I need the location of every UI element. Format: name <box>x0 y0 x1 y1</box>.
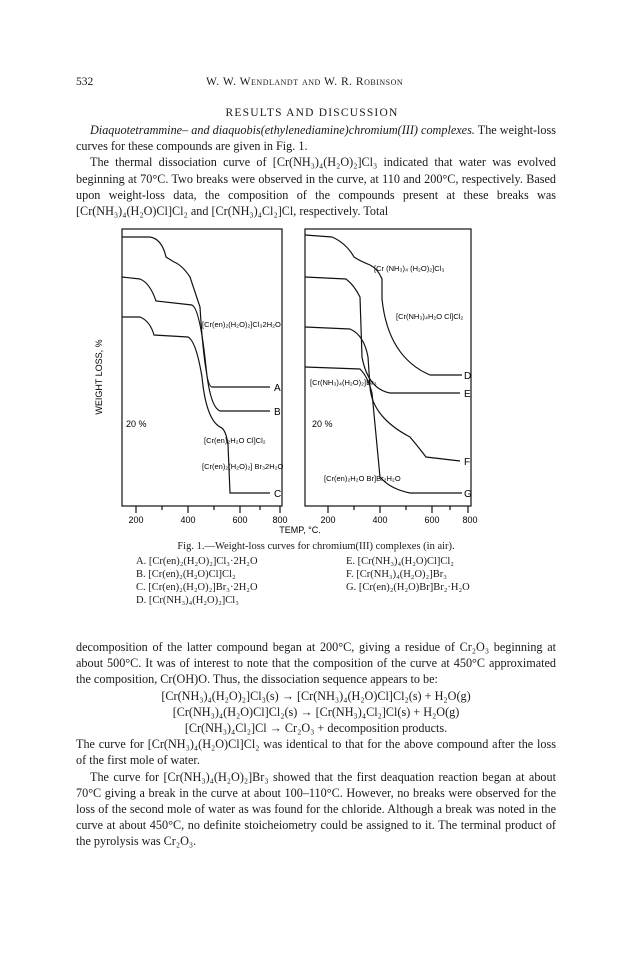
page-number: 532 <box>76 76 94 88</box>
subheading-rest: The weight-loss curves for these compounds are given in Fig. 1. <box>76 123 556 154</box>
caption-item <box>346 594 546 607</box>
label-c: C <box>274 489 282 500</box>
y-axis-label: WEIGHT LOSS, % <box>94 339 104 415</box>
intro-text <box>76 122 556 219</box>
curve-b <box>122 277 270 411</box>
label-d-compound-1: [Cr (NH₃)₄ (H₂O)₂]Cl₃ <box>374 264 445 273</box>
label-d-compound-2: [Cr(NH₃)₄H₂O Cl]Cl₂ <box>396 312 464 321</box>
weight-loss-chart <box>94 217 490 537</box>
left-tick-600: 600 <box>232 515 248 525</box>
right-tick-600: 600 <box>424 515 440 525</box>
label-f: F <box>464 457 471 468</box>
equation-3: [Cr(NH₃)₄Cl₂]Cl → Cr₂O₃ + decomposition products. <box>184 721 448 736</box>
subheading: Diaquotetrammine– and diaquobis(ethylenediamine)chromium(III) complexes. <box>90 123 475 137</box>
body-paragraph-2: The curve for [Cr(NH₃)₄(H₂O)Cl]Cl₂ was identical to that for the above compound after the loss of the first mole of water. <box>76 737 556 768</box>
caption-item: G. [Cr(en)₂(H₂O)Br]Br₂·H₂O <box>346 582 470 593</box>
body-paragraph-3: The curve for [Cr(NH₃)₄(H₂O)₂]Br₃ showed that the first deaquation reaction began at about 70°C giving a break in the curve at about 100–110°C. However, no breaks were observed for the loss of the second mole of water as was found for the chloride. Although a break was noted in the curve at about 450°C, no definite stoicheiometry could be assigned to it. The terminal product of the pyrolysis was Cr₂O₃. <box>76 769 556 849</box>
caption-legend <box>136 555 556 607</box>
curve-f <box>305 327 460 461</box>
right-tick-200: 200 <box>320 515 336 525</box>
caption-item: D. [Cr(NH₃)₄(H₂O)₂]Cl₃ <box>136 595 239 606</box>
caption-item: C. [Cr(en)₂(H₂O)₂]Br₃·2H₂O <box>136 582 258 593</box>
intro-paragraph-1 <box>76 122 556 154</box>
body-text <box>76 639 556 850</box>
label-a-compound: [Cr(en)₂(H₂O)₂]Cl₃2H₂O <box>202 320 281 329</box>
label-b-compound: [Cr(en)₂H₂O Cl]Cl₂ <box>204 436 266 445</box>
page-header <box>76 76 556 96</box>
label-g: G <box>464 489 472 500</box>
figure-1 <box>94 217 490 537</box>
caption-title: Fig. 1.—Weight-loss curves for chromium(III) complexes (in air). <box>177 541 455 552</box>
left-tick-800: 800 <box>272 515 288 525</box>
caption-item: E. [Cr(NH₃)₄(H₂O)Cl]Cl₂ <box>346 556 454 567</box>
right-tick-400: 400 <box>372 515 388 525</box>
equation-1: [Cr(NH₃)₄(H₂O)₂]Cl₃(s) → [Cr(NH₃)₄(H₂O)Cl]Cl₂(s) + H₂O(g) <box>161 688 471 703</box>
label-e-compound: [Cr(NH₃)₄(H₂O)₂]Br₃ <box>310 378 377 387</box>
label-c-compound: [Cr(en)₂(H₂O)₂] Br₃2H₂O <box>202 462 284 471</box>
left-tick-400: 400 <box>180 515 196 525</box>
x-axis-label: TEMP, °C. <box>279 525 321 535</box>
label-b: B <box>274 407 281 418</box>
caption-item: F. [Cr(NH₃)₄(H₂O)₂]Br₃ <box>346 569 447 580</box>
equation-2: [Cr(NH₃)₄(H₂O)Cl]Cl₂(s) → [Cr(NH₃)₄Cl₂]Cl(s) + H₂O(g) <box>172 704 460 719</box>
right-scale-label: 20 % <box>312 419 333 429</box>
left-tick-200: 200 <box>128 515 144 525</box>
section-title: RESULTS AND DISCUSSION <box>225 107 399 119</box>
label-e: E <box>464 389 471 400</box>
curve-d <box>305 235 462 375</box>
right-tick-800: 800 <box>462 515 478 525</box>
left-scale-label: 20 % <box>126 419 147 429</box>
running-head: W. W. Wendlandt and W. R. Robinson <box>206 76 404 88</box>
figure-caption <box>76 540 556 607</box>
body-paragraph-1: decomposition of the latter compound began at 200°C, giving a residue of Cr₂O₃ beginning at about 500°C. It was of interest to note that the composition of the curve at 450°C approximated the composition, Cr(OH)O. Thus, the dissociation sequence appears to be: <box>76 640 556 687</box>
left-x-ticks <box>136 506 280 513</box>
label-a: A <box>274 383 281 394</box>
right-x-ticks <box>328 506 468 513</box>
intro-paragraph-2: The thermal dissociation curve of [Cr(NH₃)₄(H₂O)₂]Cl₃ indicated that water was evolved beginning at 70°C. Two breaks were observed in the curve, at 110 and 200°C, respectively. Based upon weight-loss data, the composition of the compounds present at these breaks was [Cr(NH₃)₄(H₂O)Cl]Cl₂ and [Cr(NH₃)₄Cl₂]Cl, respectively. Total <box>76 155 556 219</box>
caption-item: A. [Cr(en)₂(H₂O)₂]Cl₃·2H₂O <box>136 556 258 567</box>
label-g-compound: [Cr(en)₂H₂O Br]Br₂H₂O <box>324 474 401 483</box>
label-d: D <box>464 371 472 382</box>
caption-item: B. [Cr(en)₂(H₂O)Cl]Cl₂ <box>136 569 236 580</box>
